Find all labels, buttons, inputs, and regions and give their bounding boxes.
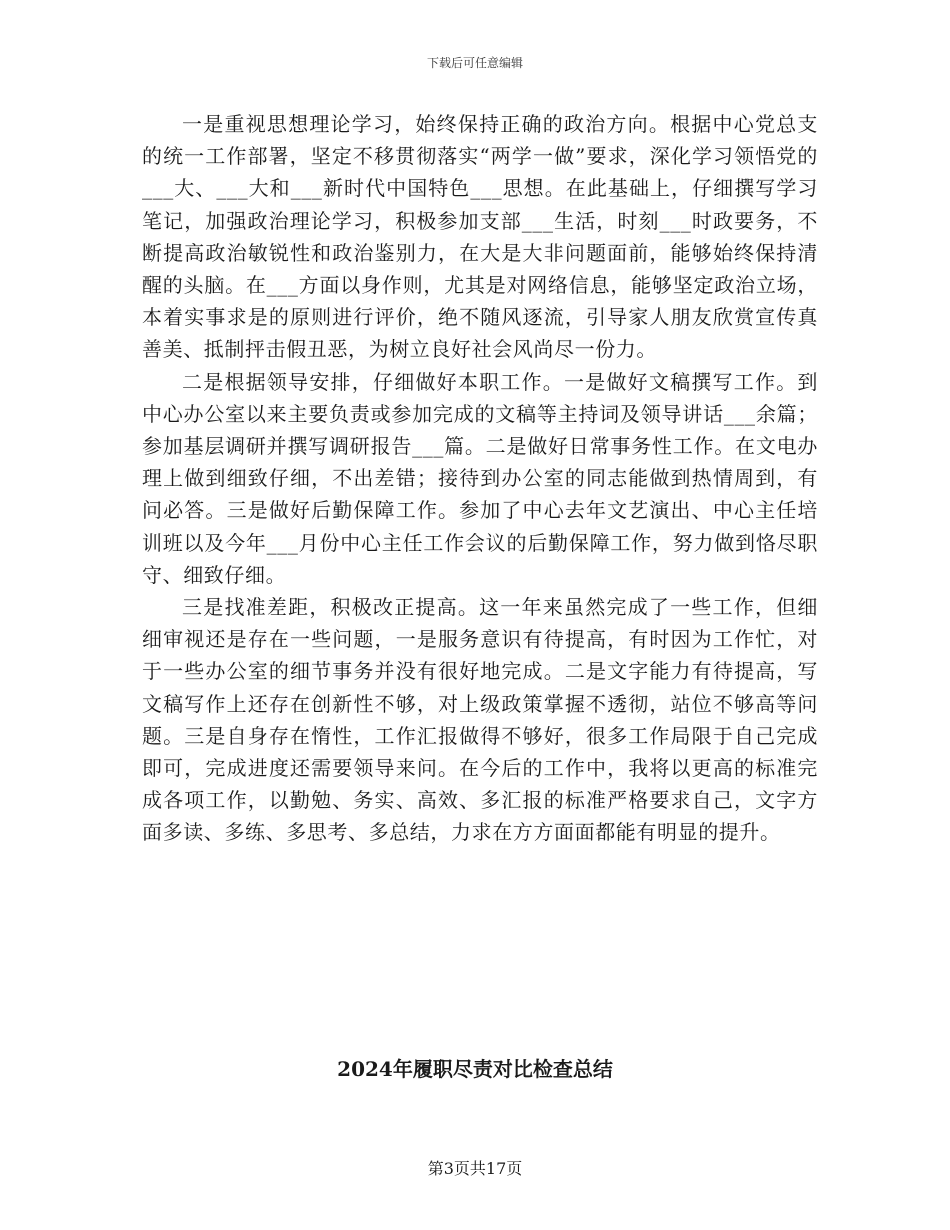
paragraph-job-duties: 二是根据领导安排，仔细做好本职工作。一是做好文稿撰写工作。到中心办公室以来主要负责或参加完成的文稿等主持词及领导讲话___余篇；参加基层调研并撰写调研报告___篇。二是做好日常事务性工作。在文电办理上做到细致仔细，不出差错；接待到办公室的同志能做到热情周到，有问必答。三是做好后勤保障工作。参加了中心去年文艺演出、中心主任培训班以及今年___月份中心主任工作会议的后勤保障工作，努力做到恪尽职守、细致仔细。: [142, 369, 818, 587]
paragraph-gaps-improvement: 三是找准差距，积极改正提高。这一年来虽然完成了一些工作，但细细审视还是存在一些问题，一是服务意识有待提高，有时因为工作忙，对于一些办公室的细节事务并没有很好地完成。二是文字能力有待提高，写文稿写作上还存在创新性不够，对上级政策掌握不透彻，站位不够高等问题。三是自身存在惰性，工作汇报做得不够好，很多工作局限于自己完成即可，完成进度还需要领导来问。在今后的工作中，我将以更高的标准完成各项工作，以勤勉、务实、高效、多汇报的标准严格要求自己，文字方面多读、多练、多思考、多总结，力求在方方面面都能有明显的提升。: [142, 595, 818, 845]
document-title: 2024年履职尽责对比检查总结: [337, 1057, 613, 1081]
page-number: 第3页共17页: [427, 1159, 523, 1178]
header-note: 下载后可任意编辑: [426, 56, 523, 70]
paragraph-political-study: 一是重视思想理论学习，始终保持正确的政治方向。根据中心党总支的统一工作部署，坚定不移贯彻落实“两学一做”要求，深化学习领悟党的___大、___大和___新时代中国特色___思想。在此基础上，仔细撰写学习笔记，加强政治理论学习，积极参加支部___生活，时刻___时政要务，不断提高政治敏锐性和政治鉴别力，在大是大非问题面前，能够始终保持清醒的头脑。在___方面以身作则，尤其是对网络信息，能够坚定政治立场，本着实事求是的原则进行评价，绝不随风逐流，引导家人朋友欣赏宣传真善美、抵制抨击假丑恶，为树立良好社会风尚尽一份力。: [142, 112, 818, 362]
document-body: [142, 108, 818, 849]
